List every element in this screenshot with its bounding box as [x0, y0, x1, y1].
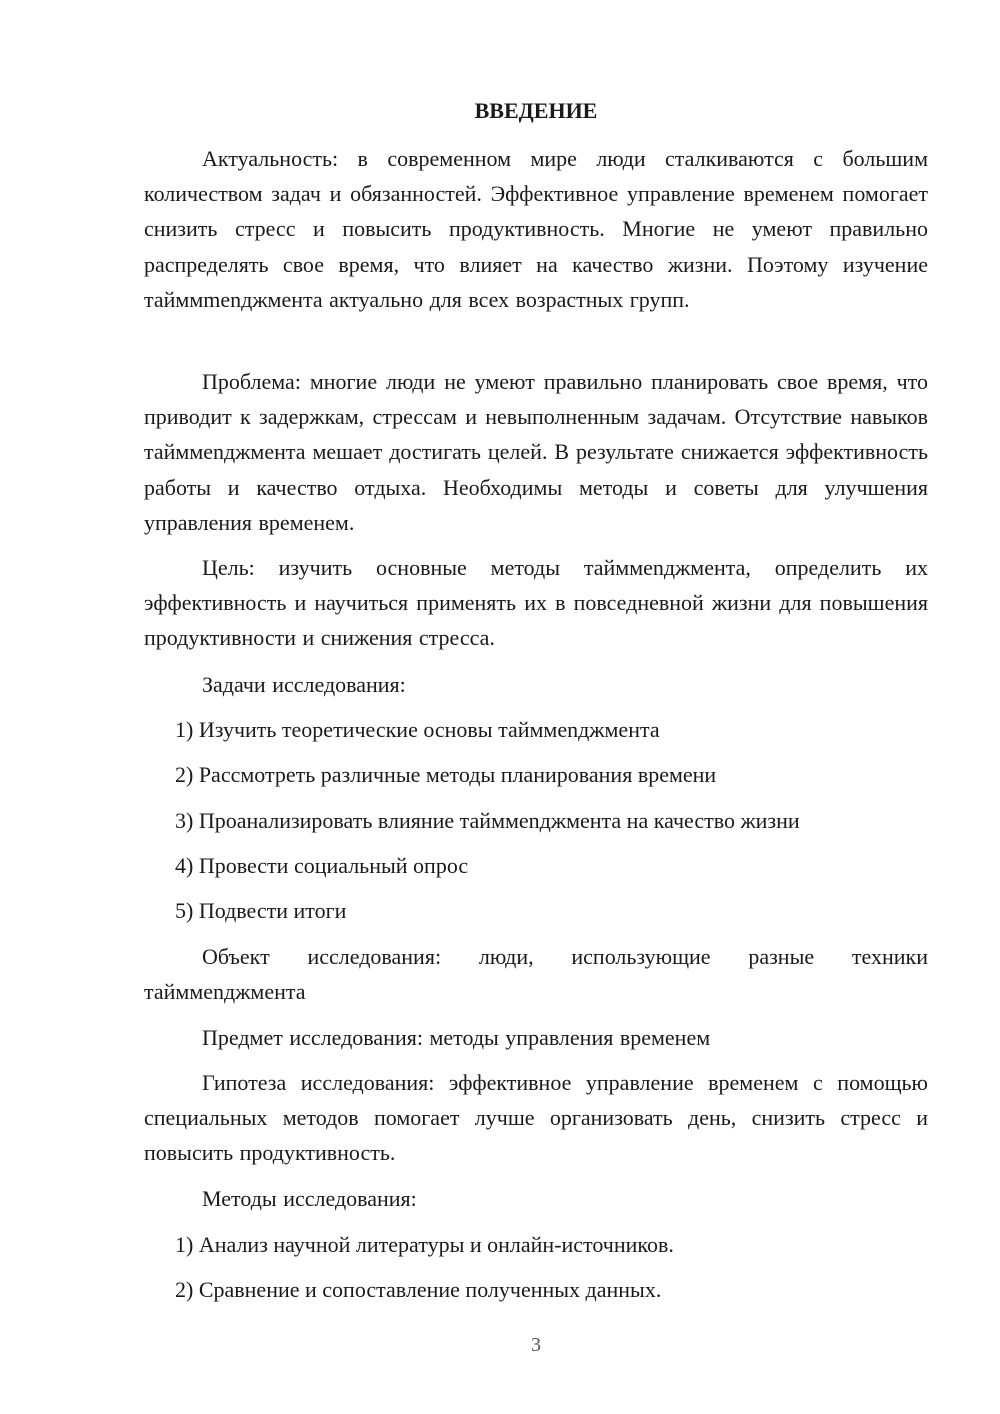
method-item: 2) Сравнение и сопоставление полученных данных. [175, 1277, 662, 1302]
subject-paragraph: Предмет исследования: методы управления временем [202, 1025, 711, 1050]
object-paragraph: Объект исследования: люди, использующие разные техники тайммenджмента [144, 944, 928, 1005]
method-item: 1) Анализ научной литературы и онлайн-источников. [175, 1232, 674, 1257]
task-item: 3) Проанализировать влияние тайммenджмента на качество жизни [175, 808, 800, 833]
task-item: 1) Изучить теоретические основы тайммenджмента [175, 717, 660, 742]
tasks-title: Задачи исследования: [202, 672, 406, 697]
task-item: 5) Подвести итоги [175, 898, 347, 923]
task-item: 2) Рассмотреть различные методы планирования времени [175, 762, 717, 787]
problem-paragraph: Проблема: многие люди не умеют правильно планировать свое время, что приводит к задержкам, стрессам и невыполненным задачам. Отсутствие навыков тайммenджмента мешает достигать целей. В результате снижается эффективность работы и качество отдыха. Необходимы методы и советы для улучшения управления временем. [144, 369, 928, 535]
goal-paragraph: Цель: изучить основные методы тайммenджмента, определить их эффективность и научиться применять их в повседневной жизни для повышения продуктивности и снижения стресса. [144, 555, 928, 651]
page-number: 3 [531, 1334, 541, 1356]
relevance-paragraph: Актуальность: в современном мире люди сталкиваются с большим количеством задач и обязанностей. Эффективное управление временем помогает снизить стресс и повысить продуктивность. Многие не умеют правильно распределять свое время, что влияет на качество жизни. Поэтому изучение тайммmenджмента актуально для всех возрастных групп. [144, 146, 928, 312]
page-heading: ВВЕДЕНИЕ [474, 98, 598, 123]
methods-title: Методы исследования: [202, 1186, 417, 1211]
task-item: 4) Провести социальный опрос [175, 853, 469, 878]
hypothesis-paragraph: Гипотеза исследования: эффективное управление временем с помощью специальных методов помогает лучше организовать день, снизить стресс и повысить продуктивность. [144, 1070, 928, 1166]
